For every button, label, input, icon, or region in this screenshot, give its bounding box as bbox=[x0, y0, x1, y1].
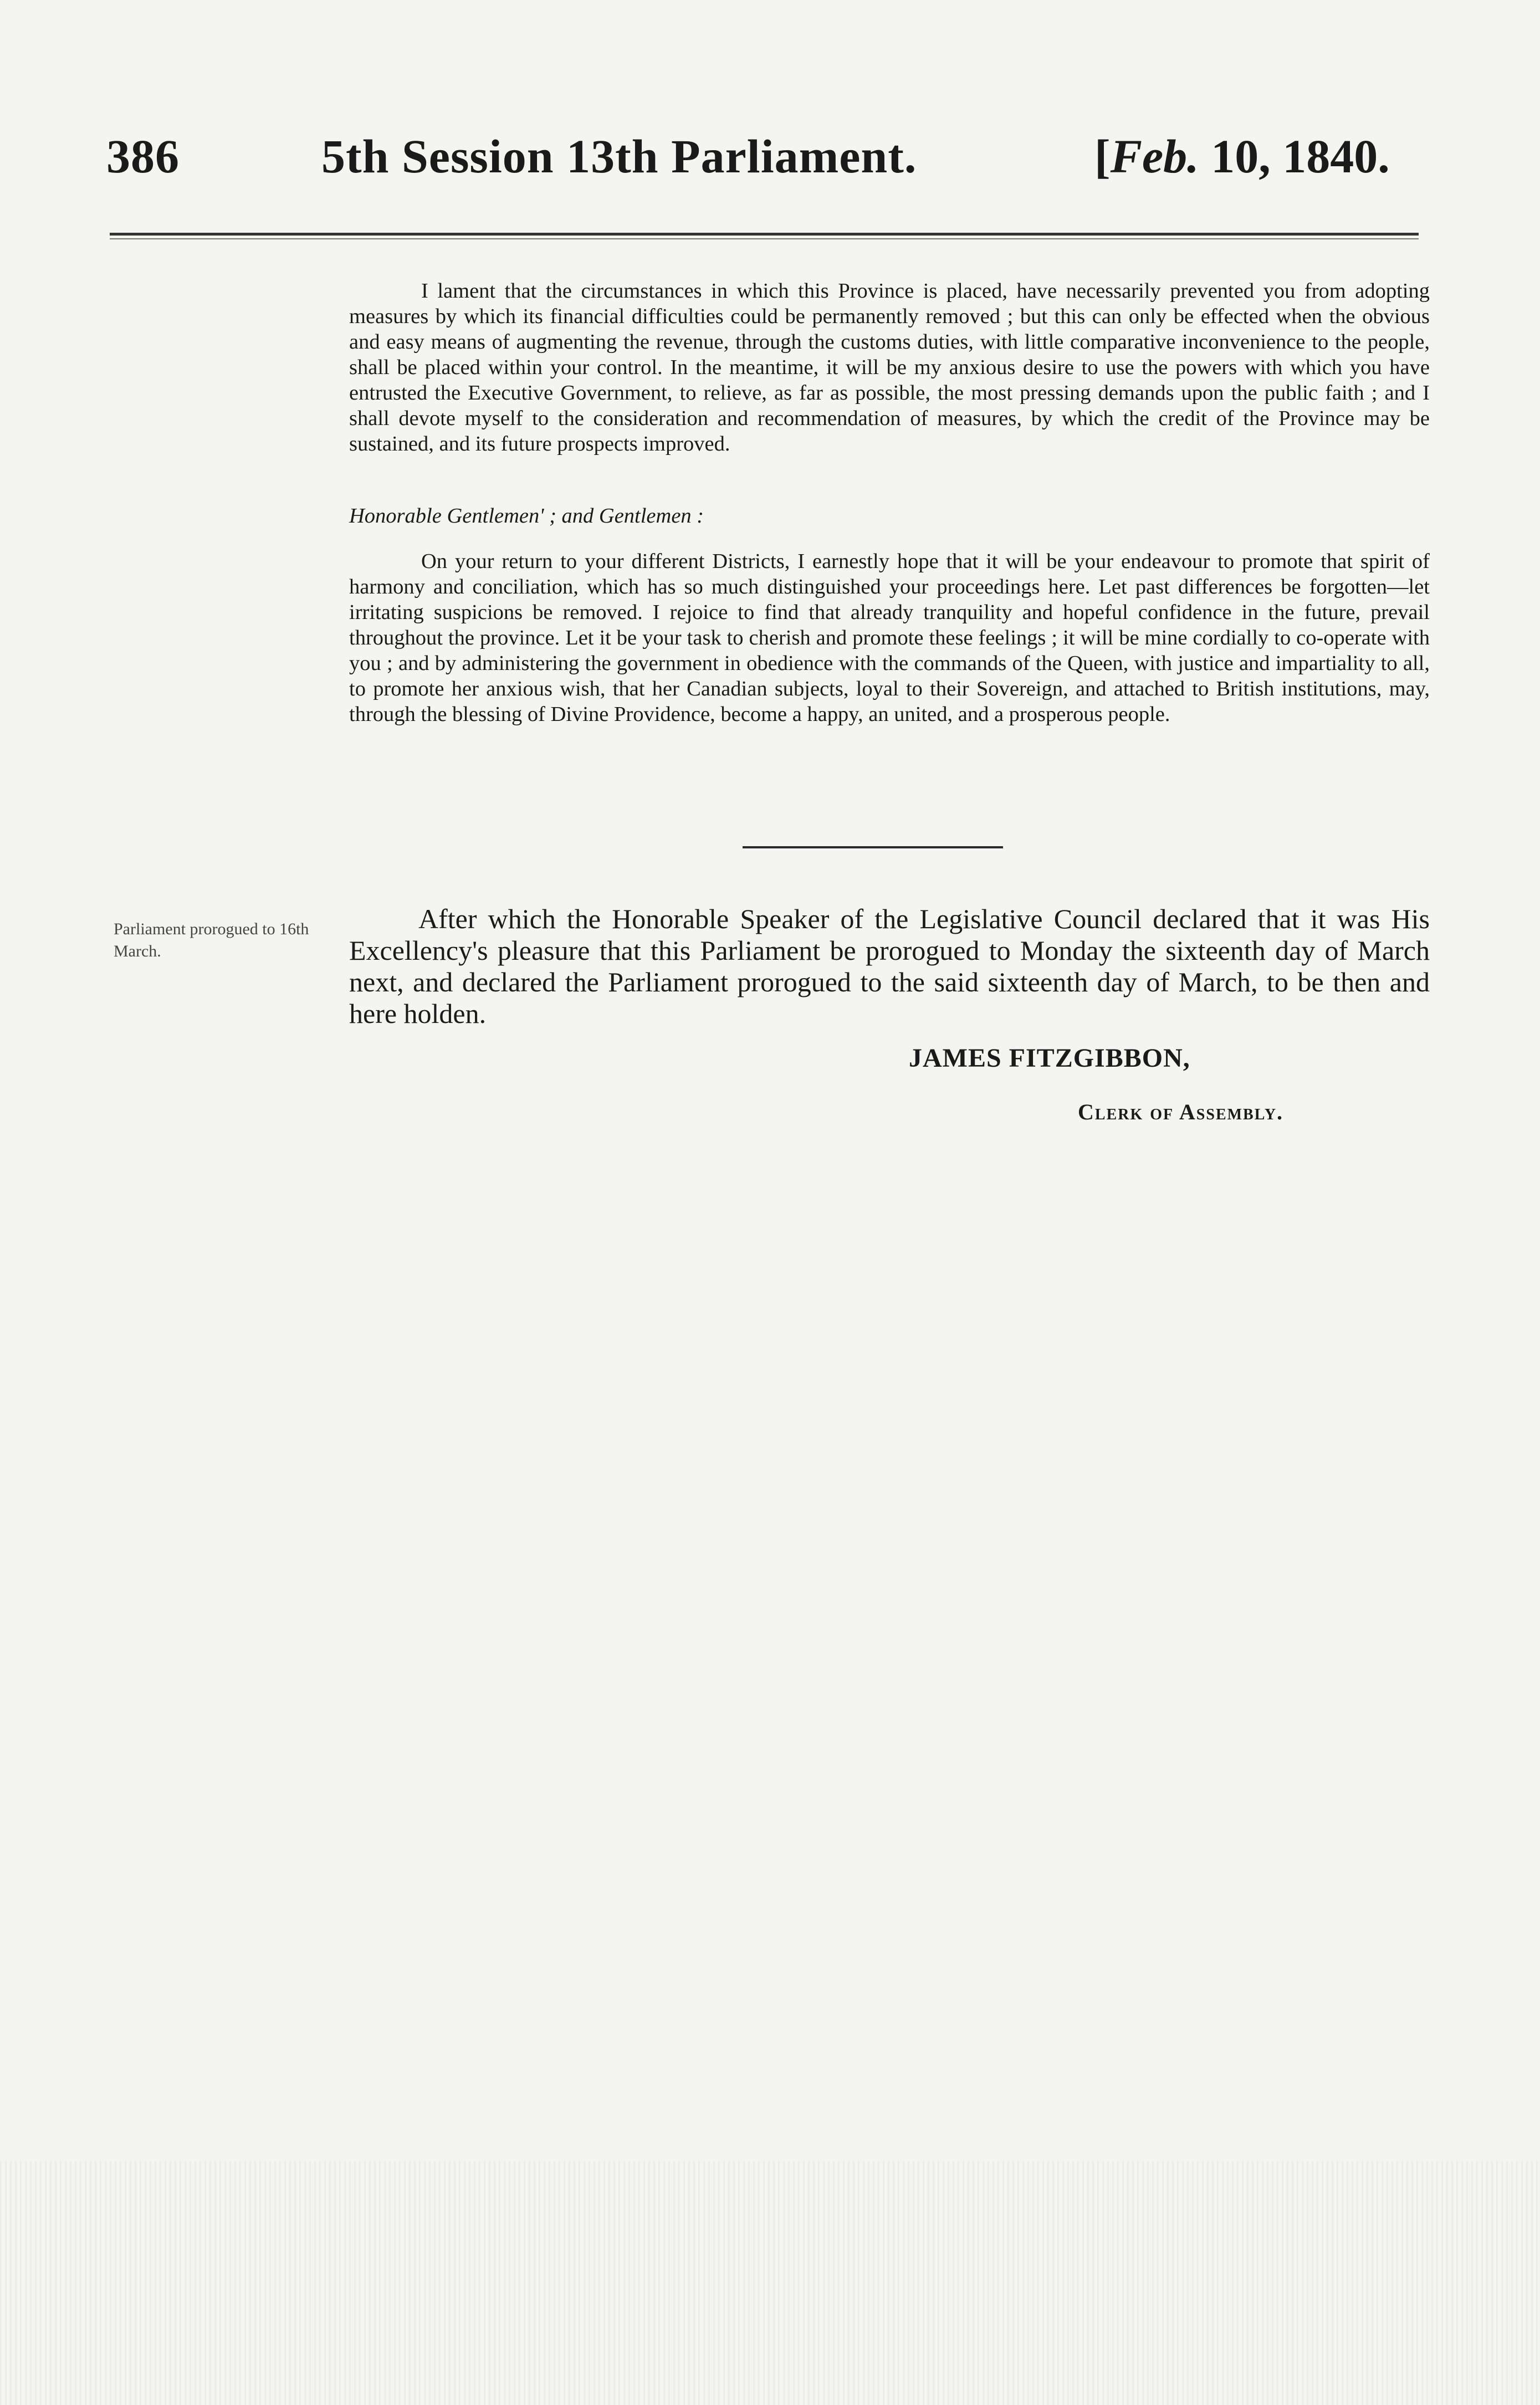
margin-note: Parliament prorogued to 16th March. bbox=[114, 920, 309, 960]
speech-paragraph-1: I lament that the circumstances in which this Province is placed, have necessarily prevented you from adopting measures by which its financial difficulties could be permanently removed ; but this can only be effected when the obvious and easy means of augmenting the revenue, through the customs duties, with little comparative inconvenience to the people, shall be placed within your control. In the meantime, it will be my anxious desire to use the powers with which you have entrusted the Executive Government, to relieve, as far as possible, the most pressing demands upon the public faith ; and I shall devote myself to the consideration and recommendation of measures, by which the credit of the Province may be sustained, and its future prospects improved. bbox=[349, 279, 1430, 456]
paper-texture bbox=[0, 2161, 1540, 2405]
closing-paragraph: After which the Honorable Speaker of the Legislative Council declared that it was His Excellency's pleasure that this Parliament be prorogued to Monday the sixteenth day of March next, and declared the Parliament prorogued to the said sixteenth day of March, to be then and here holden. bbox=[349, 903, 1430, 1029]
date-month: Feb. bbox=[1110, 130, 1199, 183]
speech-paragraph-2: On your return to your different Districts, I earnestly hope that it will be your endeavour to promote that spirit of harmony and conciliation, which has so much distinguished your proceedings here. Let past differences be forgotten—let irritating suspicions be removed. I rejoice to find that already tranquility and hopeful confidence in the future, prevail throughout the province. Let it be your task to cherish and promote these feelings ; it will be mine cordially to co-operate with you ; and by administering the government in obedience with the commands of the Queen, with justice and impartiality to all, to promote her anxious wish, that her Canadian subjects, loyal to their Sovereign, and attached to British institutions, may, through the blessing of Divine Providence, become a happy, an united, and a prosperous people. bbox=[349, 550, 1430, 726]
header-rule-thin bbox=[110, 238, 1419, 239]
signature-title: Clerk of Assembly. bbox=[1078, 1099, 1284, 1124]
header-rule bbox=[110, 233, 1419, 236]
signature: JAMES FITZGIBBON, bbox=[909, 1043, 1190, 1073]
date-bracket: [ bbox=[1094, 130, 1111, 183]
running-date bbox=[1094, 129, 1390, 184]
section-divider bbox=[743, 846, 1003, 848]
running-title: 5th Session 13th Parliament. bbox=[321, 130, 917, 183]
date-rest: 10, 1840. bbox=[1199, 130, 1390, 183]
salutation: Honorable Gentlemen' ; and Gentlemen : bbox=[349, 504, 704, 528]
page-number: 386 bbox=[106, 130, 180, 183]
